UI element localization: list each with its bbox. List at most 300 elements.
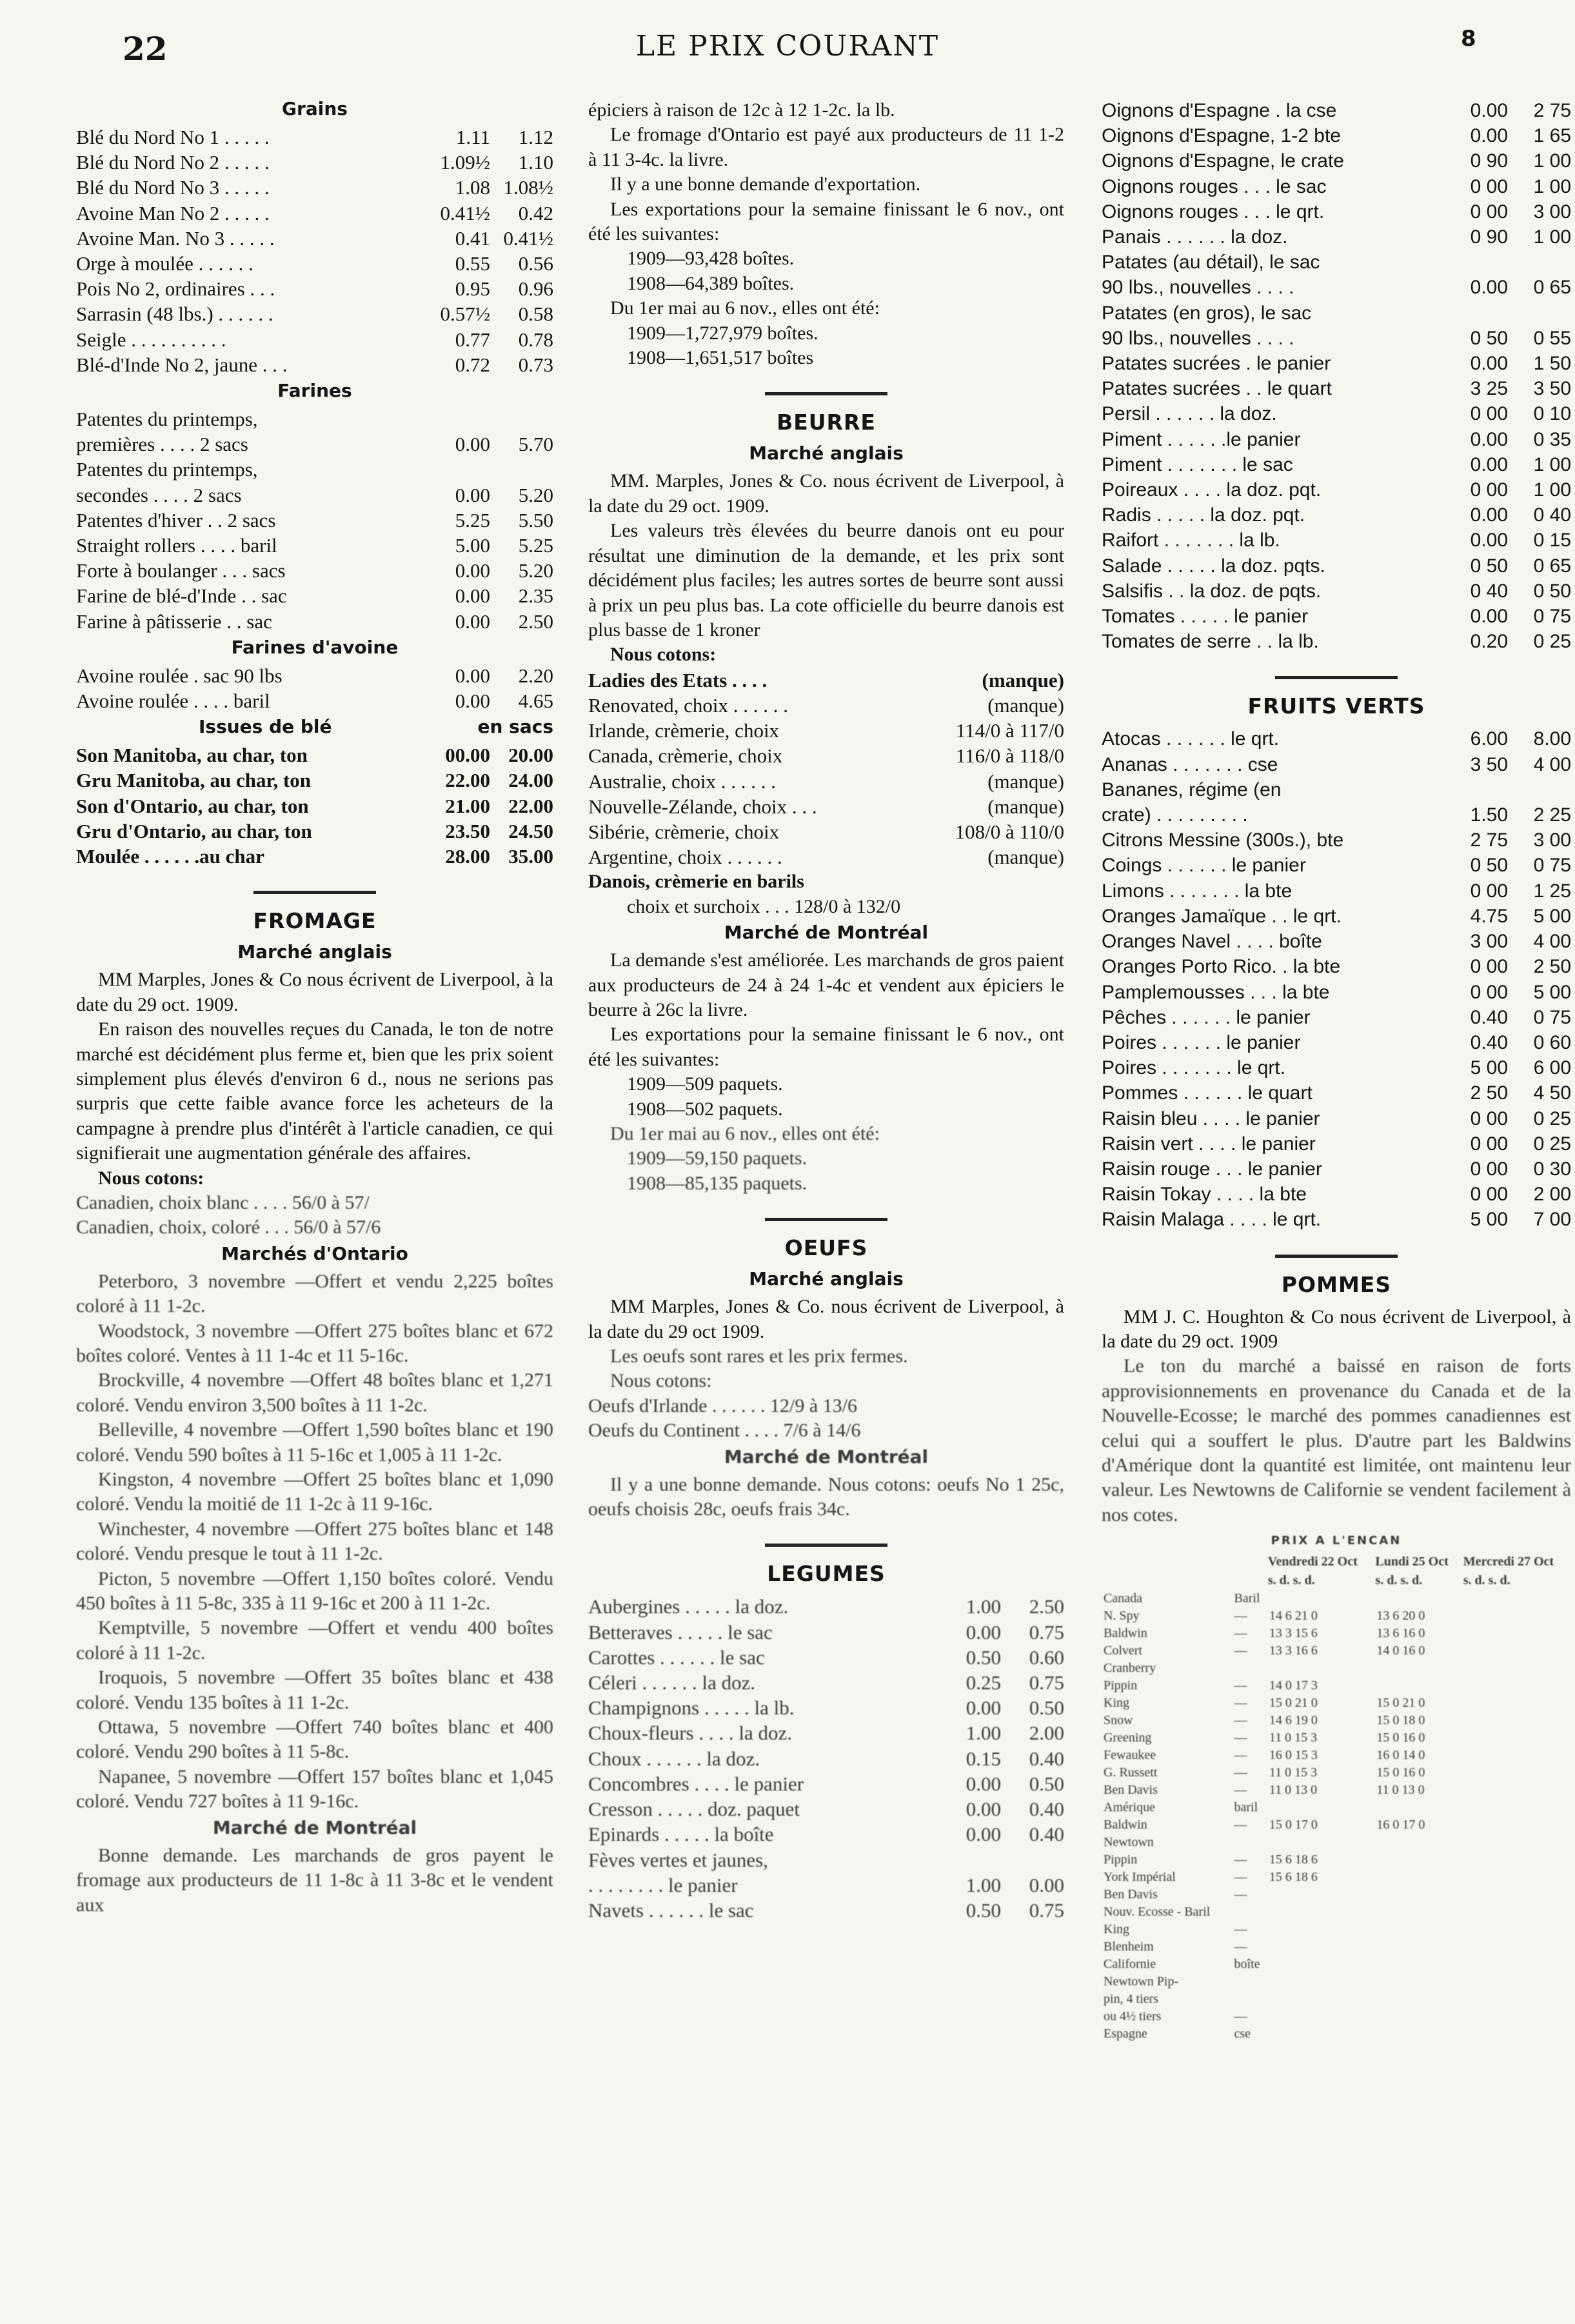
price-min: 6.00 [1470,728,1508,750]
table-cell: Colvert [1104,1644,1142,1658]
price-row [1102,929,1571,954]
table-row [1102,1607,1571,1625]
price-row [1102,1055,1571,1080]
price-max: 1.12 [518,126,553,148]
item-label: Gru Manitoba, au char, ton [76,769,312,792]
prix-encan-title: PRIX A L'ENCAN [1271,1534,1402,1548]
table-cell [1233,1660,1267,1677]
price-max: 1 00 [1533,175,1571,197]
table-cell: — [1234,1765,1247,1780]
item-label: Oranges Navel . . . . boîte [1102,931,1322,953]
corner-mark: 8 [1461,26,1476,52]
price-max: 1 25 [1533,880,1571,902]
table-cell [1463,1660,1571,1677]
table-cell [1463,1625,1571,1642]
beurre-danois: Danois, crèmerie en barils [588,871,804,893]
pommes-text: Le ton du marché a baissé en raison de forts approvisionnements en provenance du Canada et de la Nouvelle-Ecosse; le marché des pommes canadiennes est celui qui a souffert le plus. D'autre part les Baldwins d'Amérique dont la quantité est limitée, ont maintenu leur valeur. Les Newtowns de Californie se vendent facilement à nos cotes. [1102,1355,1571,1525]
price-max: 5 00 [1533,905,1571,927]
fromage-season-1909: 1909—1,727,979 boîtes. [627,322,818,344]
table-cell [1374,1799,1462,1816]
table-cell: — [1234,2009,1247,2024]
price-min: 0.77 [455,328,490,351]
price-row [1102,401,1571,426]
price-min: 0.00 [455,664,490,687]
item-label: Coings . . . . . . le panier [1102,855,1306,877]
price-max: 0.42 [518,201,553,224]
beurre-text: Les valeurs très élevées du beurre danois ont eu pour résultat une diminution de la demande, et les prix sont décidément plus faciles; les autres sortes de beurre sont aussi à prix un peu plus bas. La cote officielle du beurre danois est plus basse de 1 kroner [588,520,1064,641]
item-label: Piment . . . . . .le panier [1102,428,1301,450]
price-row [76,742,553,768]
table-cell [1267,1938,1375,1956]
table-cell [1463,1991,1571,2008]
price-row [1102,301,1571,326]
item-label: Ananas . . . . . . . cse [1102,753,1278,775]
table-cell: — [1234,1748,1247,1763]
price-row [76,844,553,869]
price-min: 0 50 [1470,327,1508,349]
price-min: 3 25 [1470,378,1508,400]
price-min: 5 00 [1470,1057,1508,1079]
price-max: 0 15 [1533,530,1571,551]
item-label: Poires . . . . . . le panier [1102,1031,1301,1053]
market-report: Belleville, 4 novembre —Offert 1,590 boîtes blanc et 190 coloré. Vendu 590 boîtes à 11 5-16c et 1,005 à 11 1-2c. [76,1419,553,1465]
market-report: Napanee, 5 novembre —Offert 157 boîtes blanc et 1,045 coloré. Vendu 727 boîtes à 11 9-16c. [76,1765,553,1813]
item-label: crate) . . . . . . . . . [1102,804,1248,826]
price-row [1102,1157,1571,1182]
table-cell: York Impérial [1104,1870,1176,1885]
table-cell: 14 6 21 0 [1269,1609,1318,1624]
price-row [76,768,553,793]
price-row [1102,1080,1571,1106]
item-label: Tomates de serre . . la lb. [1102,631,1319,653]
price-row [1102,980,1571,1005]
price-min: 2 75 [1470,829,1508,851]
price-row [588,1771,1064,1796]
fromage-section [76,908,553,1918]
table-cell [1463,1973,1571,1991]
price-max [490,406,553,432]
table-cell [1463,2008,1571,2025]
farines-avoine-heading: Farines d'avoine [231,636,399,658]
item-label: Son Manitoba, au char, ton [76,744,308,767]
fromage-export-1909: 1909—93,428 boîtes. [627,248,795,270]
table-cell: Fewaukee [1104,1748,1156,1763]
price-max: 1 65 [1533,125,1571,147]
issues-table [76,742,553,869]
item-label: Raisin bleu . . . . le panier [1102,1107,1320,1129]
price-row [76,276,553,301]
item-label: Panais . . . . . . la doz. [1102,226,1288,248]
price-row [1102,250,1571,275]
table-row [1102,1799,1571,1816]
item-label: Farine de blé-d'Inde . . sac [76,584,287,608]
table-cell: 15 6 18 6 [1269,1852,1318,1867]
price-row [588,1822,1064,1847]
item-label: Argentine, choix . . . . . . [588,846,782,869]
price-min: 0.00 [1470,530,1508,551]
price-min [424,406,490,432]
beurre-row [588,844,1064,869]
table-cell: — [1234,1626,1247,1641]
table-cell [1267,1973,1375,1991]
oeufs-intro: MM Marples, Jones & Co. nous écrivent de Liverpool, à la date du 29 oct 1909. [588,1296,1064,1342]
price-min: 0.25 [966,1671,1001,1694]
price-min [935,1847,1001,1872]
item-label: Concombres . . . . le panier [588,1772,804,1795]
item-label: Radis . . . . . la doz. pqt. [1102,504,1305,526]
table-cell: 11 0 13 0 [1376,1783,1425,1798]
table-row [1102,1869,1571,1886]
table-row [1102,1729,1571,1747]
price-min: 0.50 [966,1898,1001,1922]
price-row [1102,629,1571,654]
item-label: Patentes d'hiver . . 2 sacs [76,508,276,531]
item-label: Avoine roulée . sac 90 lbs [76,664,282,687]
item-label: Tomates . . . . . le panier [1102,606,1309,628]
column-header: Vendredi 22 Oct [1267,1554,1358,1569]
price-row [1102,752,1571,777]
fromage-montreal-text: Bonne demande. Les marchands de gros payent le fromage aux producteurs de 11 1-8c à 11 3-8c et le vendent aux [76,1844,553,1916]
prix-header-row [1102,1553,1571,1571]
price-min: 0 00 [1470,1158,1508,1180]
table-cell [1267,1590,1375,1607]
item-label: 90 lbs., nouvelles . . . . [1102,327,1294,349]
price-row [588,1847,1064,1872]
item-label: Pêches . . . . . . le panier [1102,1006,1311,1028]
price-value: (manque) [987,795,1064,818]
column-header: s. d. s. d. [1463,1573,1511,1588]
fromage-sub-montreal: Marché de Montréal [212,1816,417,1838]
price-max: 0.40 [1029,1823,1064,1846]
column-header [1233,1553,1267,1571]
oeufs-cote-continent: Oeufs du Continent . . . . 7/6 à 14/6 [588,1420,861,1442]
table-row [1102,2025,1571,2043]
oeufs-cotons: Nous cotons: [610,1370,712,1392]
table-cell: King [1104,1922,1129,1937]
oeufs-section [588,1235,1064,1522]
oeufs-sub-montreal: Marché de Montréal [724,1445,929,1467]
beurre-section [588,410,1064,1196]
price-max [1508,777,1571,802]
table-cell [1463,1607,1571,1625]
column-header [1102,1571,1233,1590]
prix-body [1102,1590,1571,2043]
item-label: Canada, crèmerie, choix [588,744,783,768]
table-cell [1463,1886,1571,1903]
price-max: 2.20 [518,664,553,687]
table-cell: boîte [1234,1957,1260,1972]
price-min: 0 00 [1470,956,1508,978]
table-cell: 15 0 17 0 [1269,1818,1318,1832]
price-min: 0 50 [1470,555,1508,577]
price-value: 108/0 à 110/0 [955,820,1064,843]
price-row [1102,275,1571,300]
beurre-row [588,693,1064,718]
table-cell [1233,1991,1267,2008]
table-cell [1463,1747,1571,1764]
item-label: Choux . . . . . . la doz. [588,1747,760,1770]
ontario-reports [76,1269,553,1814]
table-cell [1463,1712,1571,1729]
price-max: 1 00 [1533,453,1571,475]
table-cell: — [1234,1870,1247,1885]
price-min: 0.95 [455,277,490,301]
price-max: 0.75 [1029,1620,1064,1644]
price-row [588,1898,1064,1923]
price-max: 0.75 [1029,1671,1064,1694]
price-max: 0.40 [1029,1798,1064,1821]
item-label: Ladies des Etats . . . . [588,668,768,691]
table-cell [1267,1660,1375,1677]
table-cell: Pippin [1104,1852,1138,1867]
price-min: 0.15 [966,1747,1001,1770]
price-min: 22.00 [445,769,490,792]
table-cell: 13 3 15 6 [1269,1626,1318,1641]
market-report: Iroquois, 5 novembre —Offert 35 boîtes blanc et 438 coloré. Vendu 135 boîtes à 11 1-2c. [76,1667,553,1713]
price-min: 0 00 [1470,175,1508,197]
table-row [1102,1677,1571,1694]
price-max: 0 35 [1533,428,1571,450]
table-row [1102,1712,1571,1729]
table-cell [1463,1834,1571,1851]
page-title: LE PRIX COURANT [635,30,940,63]
table-cell: — [1234,1731,1247,1745]
farines-section [76,380,553,634]
table-cell [1267,1834,1375,1851]
table-cell: 14 6 19 0 [1269,1713,1318,1728]
price-row [76,301,553,326]
item-label: Patentes du printemps, [76,408,258,431]
price-min: 3 00 [1470,931,1508,953]
price-max: 1 00 [1533,226,1571,248]
item-label: Avoine Man. No 3 . . . . . [76,226,275,250]
divider [253,891,376,894]
price-max: 8.00 [1533,728,1571,750]
price-row [76,482,553,508]
price-max: 0 75 [1533,855,1571,877]
table-cell: Snow [1104,1713,1133,1728]
price-min: 00.00 [445,744,490,767]
price-row [1102,1182,1571,1207]
fromage-export-intro: Les exportations pour la semaine finissant le 6 nov., ont été les suivantes: [588,198,1064,245]
price-max: 6 00 [1533,1057,1571,1079]
price-row [76,533,553,558]
table-cell [1463,1956,1571,1973]
table-cell: — [1234,1887,1247,1902]
divider [1275,1255,1398,1258]
price-value: 114/0 à 117/0 [955,719,1064,742]
table-cell: Cranberry [1104,1661,1156,1676]
price-min: 0.40 [1470,1006,1508,1028]
price-min: 0.00 [455,690,490,713]
table-cell [1267,1886,1375,1903]
table-cell: 15 0 16 0 [1376,1731,1425,1745]
price-row [588,1594,1064,1619]
beurre-row [588,794,1064,819]
table-row [1102,1991,1571,2008]
table-cell [1463,1903,1571,1921]
price-max: 5.20 [518,559,553,582]
divider [765,1544,887,1547]
price-row [1102,853,1571,878]
table-cell [1374,1834,1462,1851]
price-min: 1.00 [966,1722,1001,1745]
price-row [588,1872,1064,1898]
price-min: 0.55 [455,252,490,275]
price-max [1001,1847,1064,1872]
price-row [588,1796,1064,1822]
price-min: 0 00 [1470,1107,1508,1129]
column-header: Mercredi 27 Oct [1463,1554,1554,1569]
table-cell: 16 0 14 0 [1376,1748,1425,1763]
column-3 [1102,98,1571,2043]
divider [1275,676,1398,679]
table-cell [1233,1903,1267,1921]
price-min: 5.25 [455,508,490,531]
table-cell: 15 0 18 0 [1376,1713,1425,1728]
fromage-cotons: Nous cotons: [98,1167,204,1189]
table-cell [1233,1834,1267,1851]
table-cell [1463,1642,1571,1660]
fromage-text: En raison des nouvelles reçues du Canada, le ton de notre marché est décidément plus ferme et, bien que les prix soient simplement plus élevés d'environ 6 d., nous ne serions pas surpris que cette faible avance force les acheteurs de la campagne à prendre plus d'intérêt à l'article canadien, ce qui signifierait une augmentation générale des affaires. [76,1018,553,1164]
table-row [1102,1886,1571,1903]
column-header [1233,1571,1267,1590]
table-cell [1463,1677,1571,1694]
price-min: 5.00 [455,534,490,557]
table-row [1102,1625,1571,1642]
table-row [1102,1590,1571,1607]
table-row [1102,1782,1571,1799]
fruits-table [1102,726,1571,1232]
beurre-export-1909: 1909—509 paquets. [627,1073,783,1095]
price-max: 0.41½ [503,226,553,250]
table-cell [1374,1991,1462,2008]
item-label: Sibérie, crèmerie, choix [588,820,780,843]
price-row [1102,528,1571,553]
market-report: Brockville, 4 novembre —Offert 48 boîtes blanc et 1,271 coloré. Vendu environ 3,500 boîtes à 11 1-2c. [76,1369,553,1416]
table-cell [1374,1851,1462,1869]
table-row [1102,1642,1571,1660]
table-cell [1267,1956,1375,1973]
item-label: Champignons . . . . . la lb. [588,1696,795,1720]
price-min: 1.08 [455,176,490,199]
table-cell [1374,1886,1462,1903]
item-label: Oignons d'Espagne, le crate [1102,150,1344,172]
price-row [1102,828,1571,853]
price-row [1102,879,1571,904]
fromage-intro: MM Marples, Jones & Co nous écrivent de Liverpool, à la date du 29 oct. 1909. [76,969,553,1015]
table-cell [1267,2008,1375,2025]
price-min: 0 50 [1470,855,1508,877]
price-max: 4.65 [518,690,553,713]
price-max: 2 75 [1533,100,1571,121]
item-label: Moulée . . . . . .au char [76,845,264,868]
item-label: Renovated, choix . . . . . . [588,693,788,717]
price-row [1102,802,1571,828]
price-max: 2.50 [518,610,553,633]
price-min: 0.72 [455,353,490,376]
price-max: 4 00 [1533,753,1571,775]
table-cell: Baldwin [1104,1626,1147,1641]
item-label: Son d'Ontario, au char, ton [76,794,309,817]
price-max: 2.50 [1029,1595,1064,1618]
table-cell: King [1104,1696,1129,1711]
table-cell: 15 0 16 0 [1376,1765,1425,1780]
price-max: 0.96 [518,277,553,301]
price-row [1102,326,1571,351]
beurre-export-intro: Les exportations pour la semaine finissant le 6 nov., ont été les suivantes: [588,1024,1064,1070]
price-max: 3 00 [1533,829,1571,851]
table-cell: Newtown [1104,1835,1154,1850]
price-row [1102,98,1571,123]
price-row [76,583,553,608]
price-max: 0.60 [1029,1645,1064,1669]
price-min: 0 00 [1470,201,1508,223]
price-max: 0 65 [1533,555,1571,577]
beurre-export-season: Du 1er mai au 6 nov., elles ont été: [610,1123,880,1144]
beurre-table [588,668,1064,870]
price-min: 21.00 [445,794,490,817]
fromage-season-1908: 1908—1,651,517 boîtes [627,347,814,369]
item-label: Blé du Nord No 3 . . . . . [76,176,270,199]
price-min: 0.50 [966,1645,1001,1669]
item-label: Betteraves . . . . . le sac [588,1620,773,1644]
item-label: Seigle . . . . . . . . . . [76,328,226,351]
table-cell [1374,1956,1462,1973]
price-max [1508,301,1571,326]
table-row [1102,1764,1571,1782]
page-number: 22 [123,30,168,68]
beurre-row [588,819,1064,844]
table-cell: — [1234,1713,1247,1728]
price-row [1102,1131,1571,1157]
column-header: Lundi 25 Oct [1375,1554,1449,1569]
table-cell [1374,1660,1462,1677]
table-cell: Baril [1234,1591,1260,1606]
price-value: (manque) [987,693,1064,717]
price-row [1102,604,1571,629]
beurre-intro: MM. Marples, Jones & Co. nous écrivent de Liverpool, à la date du 29 oct. 1909. [588,470,1064,517]
pommes-heading: POMMES [1281,1271,1392,1297]
table-cell [1374,1677,1462,1694]
price-min: 1.09½ [440,151,490,174]
price-max: 1 00 [1533,150,1571,172]
fromage-continuation: épiciers à raison de 12c à 12 1-2c. la lb. [588,99,895,121]
item-label: Limons . . . . . . . la bte [1102,880,1293,902]
table-cell [1463,1921,1571,1938]
item-label: Oignons d'Espagne . la cse [1102,100,1337,121]
price-min: 0.00 [1470,125,1508,147]
price-min: 3 50 [1470,753,1508,775]
price-min: 0.40 [1470,1031,1508,1053]
fromage-export-season: Du 1er mai au 6 nov., elles ont été: [610,297,880,319]
price-row [1102,1030,1571,1055]
table-cell: Newtown Pip- [1104,1974,1179,1989]
price-max: 1 50 [1533,353,1571,375]
price-row [1102,174,1571,199]
table-cell [1374,1590,1462,1607]
issues-section [76,716,553,869]
price-min: 0 00 [1470,479,1508,501]
price-max: 0 30 [1533,1158,1571,1180]
table-cell [1463,1799,1571,1816]
price-max: 5 00 [1533,981,1571,1003]
table-cell [1463,1782,1571,1799]
table-cell: — [1234,1818,1247,1832]
price-row [1102,351,1571,376]
column-1 [76,98,553,1918]
price-min: 0.00 [1470,453,1508,475]
